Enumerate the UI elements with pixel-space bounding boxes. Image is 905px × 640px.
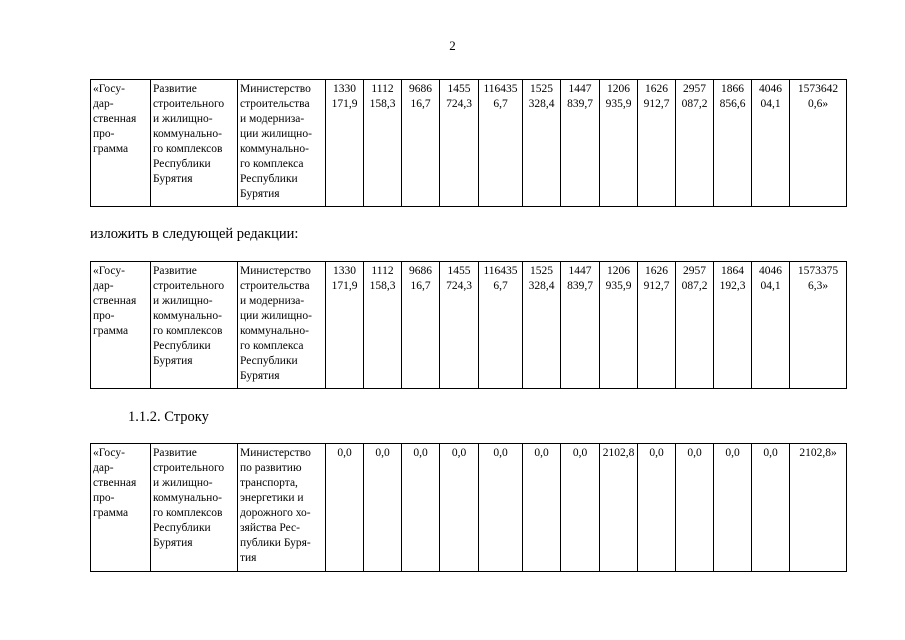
cell-line: 158,3 xyxy=(369,98,396,110)
cell-line: по развитию xyxy=(240,462,302,474)
cell-line: 087,2 xyxy=(681,280,708,292)
value-cell xyxy=(479,262,523,389)
ministry-cell xyxy=(238,80,326,207)
budget-table-new xyxy=(90,261,847,389)
value-cell xyxy=(326,444,364,572)
cell-line: коммунально- xyxy=(240,325,309,337)
value-cell xyxy=(326,262,364,389)
cell-line: Республики xyxy=(240,355,298,367)
cell-line: 1330 xyxy=(333,83,356,95)
cell-line: Министерство xyxy=(240,265,311,277)
cell-line: Бурятия xyxy=(240,370,280,382)
cell-line: 1112 xyxy=(371,265,394,277)
value-cell xyxy=(676,444,714,572)
cell-line: 0,0 xyxy=(451,447,467,459)
cell-line: 0,0 xyxy=(413,447,428,459)
value-cell xyxy=(561,80,600,207)
value-cell xyxy=(561,444,600,572)
cell-line: Бурятия xyxy=(153,537,193,549)
total-cell xyxy=(790,80,847,207)
cell-line: 912,7 xyxy=(643,280,670,292)
cell-line: 4046 xyxy=(759,265,782,277)
cell-line: дар- xyxy=(93,462,114,474)
value-cell xyxy=(402,80,440,207)
program-type-cell xyxy=(91,80,151,207)
cell-line: Министерство xyxy=(240,83,311,95)
value-cell xyxy=(402,262,440,389)
cell-line: 0,0 xyxy=(725,447,740,459)
value-cell xyxy=(714,444,752,572)
cell-line: 158,3 xyxy=(369,280,396,292)
cell-line: дорожного хо- xyxy=(240,507,311,519)
cell-line: дар- xyxy=(93,98,114,110)
page-number: 2 xyxy=(449,38,456,53)
cell-line: и модерниза- xyxy=(240,295,305,307)
cell-line: 4046 xyxy=(759,83,782,95)
cell-line: грамма xyxy=(93,143,129,155)
cell-line: 0,0 xyxy=(375,447,390,459)
instruction-text: изложить в следующей редакции: xyxy=(90,226,299,242)
cell-line: строительного xyxy=(153,462,225,474)
cell-line: ции жилищно- xyxy=(240,310,312,322)
cell-line: 1525 xyxy=(530,265,553,277)
value-cell xyxy=(600,444,638,572)
cell-line: и жилищно- xyxy=(153,477,213,489)
cell-line: 0,6» xyxy=(807,98,829,110)
cell-line: грамма xyxy=(93,507,129,519)
value-cell xyxy=(752,262,790,389)
cell-line: 935,9 xyxy=(605,280,632,292)
program-name-cell xyxy=(151,444,238,572)
cell-line: строительного xyxy=(153,98,225,110)
cell-line: 1525 xyxy=(530,83,553,95)
cell-line: публики Буря- xyxy=(240,537,311,549)
value-cell xyxy=(479,444,523,572)
value-cell xyxy=(638,80,676,207)
cell-line: тия xyxy=(240,552,257,564)
cell-line: строительства xyxy=(240,280,310,292)
value-cell xyxy=(676,80,714,207)
value-cell xyxy=(752,444,790,572)
cell-line: 6,7 xyxy=(493,98,508,110)
cell-line: 6,7 xyxy=(493,280,508,292)
value-cell xyxy=(600,262,638,389)
cell-line: 1866 xyxy=(721,83,744,95)
cell-line: 1447 xyxy=(568,265,592,277)
cell-line: 1626 xyxy=(645,83,668,95)
cell-line: 087,2 xyxy=(681,98,708,110)
cell-line: 9686 xyxy=(409,83,432,95)
cell-line: 0,0 xyxy=(493,447,508,459)
cell-line: Республики xyxy=(153,158,211,170)
cell-line: го комплекса xyxy=(240,158,304,170)
cell-line: 1206 xyxy=(607,265,630,277)
value-cell xyxy=(561,262,600,389)
value-cell xyxy=(364,262,402,389)
cell-line: транспорта, xyxy=(240,477,298,489)
cell-line: 935,9 xyxy=(605,98,632,110)
program-name-cell xyxy=(151,262,238,389)
value-cell xyxy=(523,262,561,389)
cell-line: 1626 xyxy=(645,265,668,277)
cell-line: го комплексов xyxy=(153,507,223,519)
cell-line: 1112 xyxy=(371,83,394,95)
value-cell xyxy=(638,262,676,389)
cell-line: 04,1 xyxy=(760,98,781,110)
cell-line: Бурятия xyxy=(153,173,193,185)
cell-line: 1864 xyxy=(721,265,744,277)
value-cell xyxy=(638,444,676,572)
value-cell xyxy=(326,80,364,207)
cell-line: 2102,8 xyxy=(602,447,635,459)
cell-line: 328,4 xyxy=(528,98,555,110)
cell-line: 724,3 xyxy=(446,280,472,292)
cell-line: коммунально- xyxy=(153,310,222,322)
cell-line: 328,4 xyxy=(528,280,555,292)
cell-line: 839,7 xyxy=(567,280,593,292)
cell-line: Развитие xyxy=(153,265,197,277)
cell-line: коммунально- xyxy=(153,128,222,140)
cell-line: 0,0 xyxy=(572,447,588,459)
cell-line: коммунально- xyxy=(153,492,222,504)
cell-line: 1573375 xyxy=(797,265,839,277)
cell-line: дар- xyxy=(93,280,114,292)
cell-line: 1206 xyxy=(607,83,630,95)
cell-line: «Госу- xyxy=(93,265,125,277)
cell-line: го комплексов xyxy=(153,143,223,155)
cell-line: 171,9 xyxy=(331,280,358,292)
cell-line: ственная xyxy=(93,295,137,307)
cell-line: Министерство xyxy=(240,447,311,459)
cell-line: 1330 xyxy=(333,265,356,277)
value-cell xyxy=(402,444,440,572)
value-cell xyxy=(440,80,479,207)
value-cell xyxy=(440,262,479,389)
cell-line: грамма xyxy=(93,325,129,337)
cell-line: 724,3 xyxy=(446,98,472,110)
cell-line: 2957 xyxy=(683,83,706,95)
cell-line: 856,6 xyxy=(719,98,746,110)
value-cell xyxy=(479,80,523,207)
cell-line: 192,3 xyxy=(719,280,746,292)
cell-line: Бурятия xyxy=(153,355,193,367)
cell-line: Развитие xyxy=(153,447,197,459)
cell-line: энергетики и xyxy=(240,492,304,504)
total-cell xyxy=(790,262,847,389)
cell-line: Бурятия xyxy=(240,188,280,200)
cell-line: 116435 xyxy=(483,83,518,95)
cell-line: 0,0 xyxy=(337,447,352,459)
cell-line: 1447 xyxy=(568,83,592,95)
program-name-cell xyxy=(151,80,238,207)
cell-line: 6,3» xyxy=(807,280,829,292)
program-type-cell xyxy=(91,444,151,572)
table-row xyxy=(91,262,847,389)
cell-line: Республики xyxy=(240,173,298,185)
cell-line: зяйства Рес- xyxy=(240,522,300,534)
cell-line: коммунально- xyxy=(240,143,309,155)
cell-line: 0,0 xyxy=(534,447,549,459)
section-heading: 1.1.2. Строку xyxy=(128,409,209,425)
budget-table-old xyxy=(90,79,847,207)
value-cell xyxy=(714,262,752,389)
table-row xyxy=(91,80,847,207)
value-cell xyxy=(600,80,638,207)
cell-line: го комплекса xyxy=(240,340,304,352)
cell-line: 16,7 xyxy=(410,98,431,110)
cell-line: 0,0 xyxy=(763,447,778,459)
cell-line: 04,1 xyxy=(760,280,781,292)
value-cell xyxy=(676,262,714,389)
table-row xyxy=(91,444,847,572)
program-type-cell xyxy=(91,262,151,389)
ministry-cell xyxy=(238,444,326,572)
cell-line: про- xyxy=(93,310,115,322)
value-cell xyxy=(523,80,561,207)
cell-line: про- xyxy=(93,128,115,140)
value-cell xyxy=(440,444,479,572)
value-cell xyxy=(523,444,561,572)
cell-line: и модерниза- xyxy=(240,113,305,125)
value-cell xyxy=(364,80,402,207)
cell-line: Республики xyxy=(153,522,211,534)
cell-line: 1455 xyxy=(447,265,471,277)
cell-line: «Госу- xyxy=(93,83,125,95)
total-cell xyxy=(790,444,847,572)
cell-line: 16,7 xyxy=(410,280,431,292)
cell-line: и жилищно- xyxy=(153,113,213,125)
cell-line: ственная xyxy=(93,477,137,489)
value-cell xyxy=(752,80,790,207)
cell-line: Республики xyxy=(153,340,211,352)
cell-line: 2102,8» xyxy=(799,447,837,459)
cell-line: строительства xyxy=(240,98,310,110)
cell-line: 0,0 xyxy=(687,447,702,459)
cell-line: 1573642 xyxy=(797,83,839,95)
value-cell xyxy=(714,80,752,207)
cell-line: и жилищно- xyxy=(153,295,213,307)
budget-table-transport xyxy=(90,443,847,572)
value-cell xyxy=(364,444,402,572)
cell-line: «Госу- xyxy=(93,447,125,459)
cell-line: 171,9 xyxy=(331,98,358,110)
cell-line: 912,7 xyxy=(643,98,670,110)
cell-line: 0,0 xyxy=(649,447,664,459)
cell-line: 2957 xyxy=(683,265,706,277)
cell-line: 9686 xyxy=(409,265,432,277)
ministry-cell xyxy=(238,262,326,389)
cell-line: Развитие xyxy=(153,83,197,95)
cell-line: строительного xyxy=(153,280,225,292)
cell-line: ственная xyxy=(93,113,137,125)
cell-line: про- xyxy=(93,492,115,504)
cell-line: ции жилищно- xyxy=(240,128,312,140)
cell-line: 839,7 xyxy=(567,98,593,110)
cell-line: 116435 xyxy=(483,265,518,277)
cell-line: 1455 xyxy=(447,83,471,95)
cell-line: го комплексов xyxy=(153,325,223,337)
